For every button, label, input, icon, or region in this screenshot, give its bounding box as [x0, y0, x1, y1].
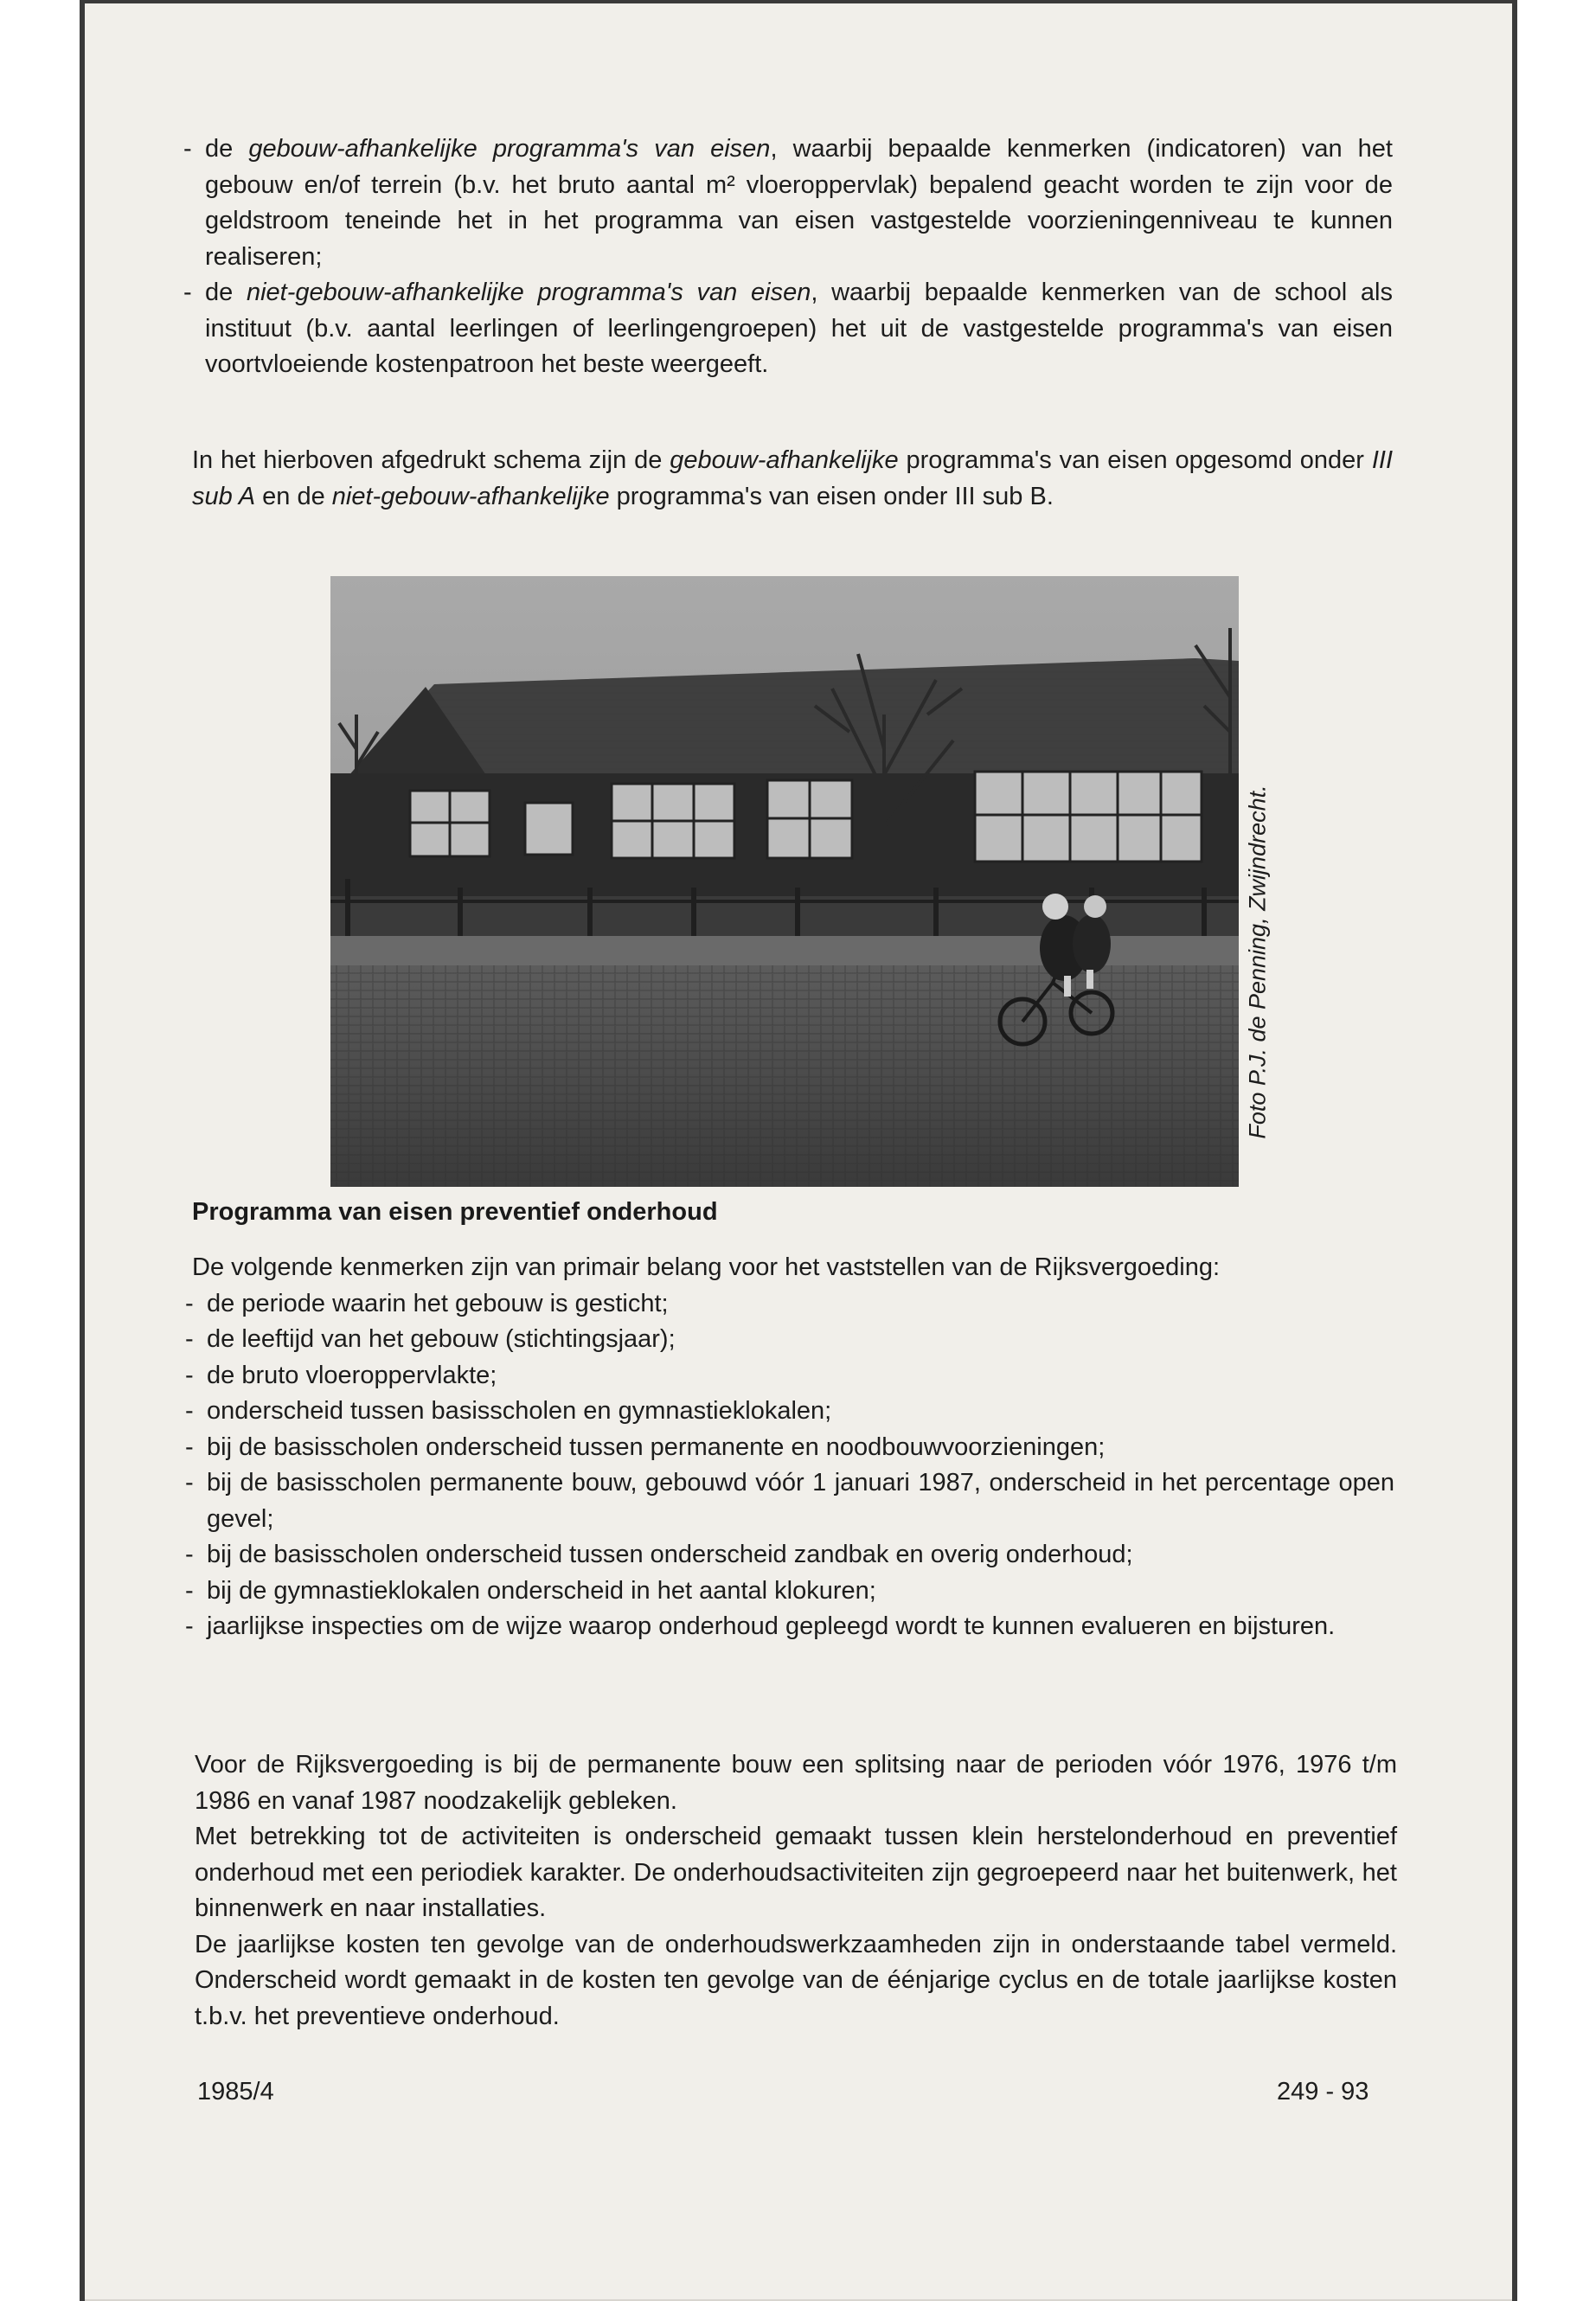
bullet-niet-gebouw-afhankelijk [183, 275, 1393, 383]
intro-term: III sub A [192, 446, 1393, 510]
intro-paragraph [192, 443, 1393, 515]
bullet-gebouw-afhankelijk [183, 131, 1393, 275]
footer-page-number: 249 - 93 [1277, 2078, 1369, 2106]
criteria-list [185, 1286, 1394, 1645]
list-item: - de bruto vloeroppervlakte; [185, 1358, 1394, 1394]
photo-credit-text: Foto P.J. de Penning, Zwijndrecht. [1244, 785, 1271, 1139]
bullet-text-post: , waarbij bepaalde kenmerken (indicatoren) van het gebouw en/of terrein (b.v. het bruto aantal m² vloeroppervlak) bepalend geacht worden te zijn voor de geldstroom teneinde het in het programma van eisen vastgestelde voorzieningenniveau te kunnen realiseren; [205, 135, 1393, 271]
bullet-text-post: , waarbij bepaalde kenmerken van de school als instituut (b.v. aantal leerlingen of leerlingengroepen) het uit de vastgestelde programma's van eisen voortvloeiende kostenpatroon het beste weergeeft. [205, 279, 1393, 378]
list-item: - onderscheid tussen basisscholen en gymnastieklokalen; [185, 1394, 1394, 1430]
section-lead: De volgende kenmerken zijn van primair belang voor het vaststellen van de Rijksvergoeding: [192, 1253, 1221, 1281]
top-bullet-list [183, 131, 1393, 383]
scan-top-edge [80, 0, 1517, 3]
intro-term: niet-gebouw-afhankelijke [331, 482, 610, 510]
photo-credit [1242, 746, 1273, 1178]
school-building-photo [330, 576, 1239, 1187]
paragraph-perioden: Voor de Rijksvergoeding is bij de permanente bouw een splitsing naar de perioden vóór 1976, 1976 t/m 1986 en vanaf 1987 noodzakelijk gebleken. [195, 1751, 1397, 1815]
intro-text: In het hierboven afgedrukt schema zijn de [192, 446, 670, 474]
bullet-text-pre: de [205, 135, 249, 163]
list-item: - bij de gymnastieklokalen onderscheid in het aantal klokuren; [185, 1574, 1394, 1610]
list-item: - de periode waarin het gebouw is gesticht; [185, 1286, 1394, 1323]
intro-text: programma's van eisen onder III sub B. [609, 482, 1054, 510]
section-body [192, 1250, 1394, 1645]
list-item: - jaarlijkse inspecties om de wijze waarop onderhoud gepleegd wordt te kunnen evalueren en bijsturen. [185, 1609, 1394, 1645]
footer-issue: 1985/4 [197, 2078, 274, 2106]
section-heading: Programma van eisen preventief onderhoud [192, 1198, 718, 1226]
paragraph-activiteiten: Met betrekking tot de activiteiten is onderscheid gemaakt tussen klein herstelonderhoud en preventief onderhoud met een periodiek karakter. De onderhoudsactiviteiten zijn gegroepeerd naar het buitenwerk, het binnenwerk en naar installaties. [195, 1823, 1397, 1922]
list-item: - bij de basisscholen onderscheid tussen onderscheid zandbak en overig onderhoud; [185, 1537, 1394, 1574]
list-item: - de leeftijd van het gebouw (stichtingsjaar); [185, 1322, 1394, 1358]
intro-term: gebouw-afhankelijke [670, 446, 899, 474]
intro-text: programma's van eisen opgesomd onder [898, 446, 1372, 474]
list-item: - bij de basisscholen permanente bouw, gebouwd vóór 1 januari 1987, onderscheid in het percentage open gevel; [185, 1465, 1394, 1537]
bullet-text-pre: de [205, 279, 247, 306]
list-item: - bij de basisscholen onderscheid tussen permanente en noodbouwvoorzieningen; [185, 1430, 1394, 1466]
paragraph-kosten: De jaarlijkse kosten ten gevolge van de onderhoudswerkzaamheden zijn in onderstaande tabel vermeld. Onderscheid wordt gemaakt in de kosten ten gevolge van de éénjarige cyclus en de totale jaarlijkse kosten t.b.v. het preventieve onderhoud. [195, 1930, 1397, 2030]
bullet-term: niet-gebouw-afhankelijke programma's van eisen [246, 279, 811, 306]
intro-text: en de [255, 482, 332, 510]
closing-paragraphs [195, 1747, 1397, 2035]
bullet-term: gebouw-afhankelijke programma's van eisen [248, 135, 771, 163]
